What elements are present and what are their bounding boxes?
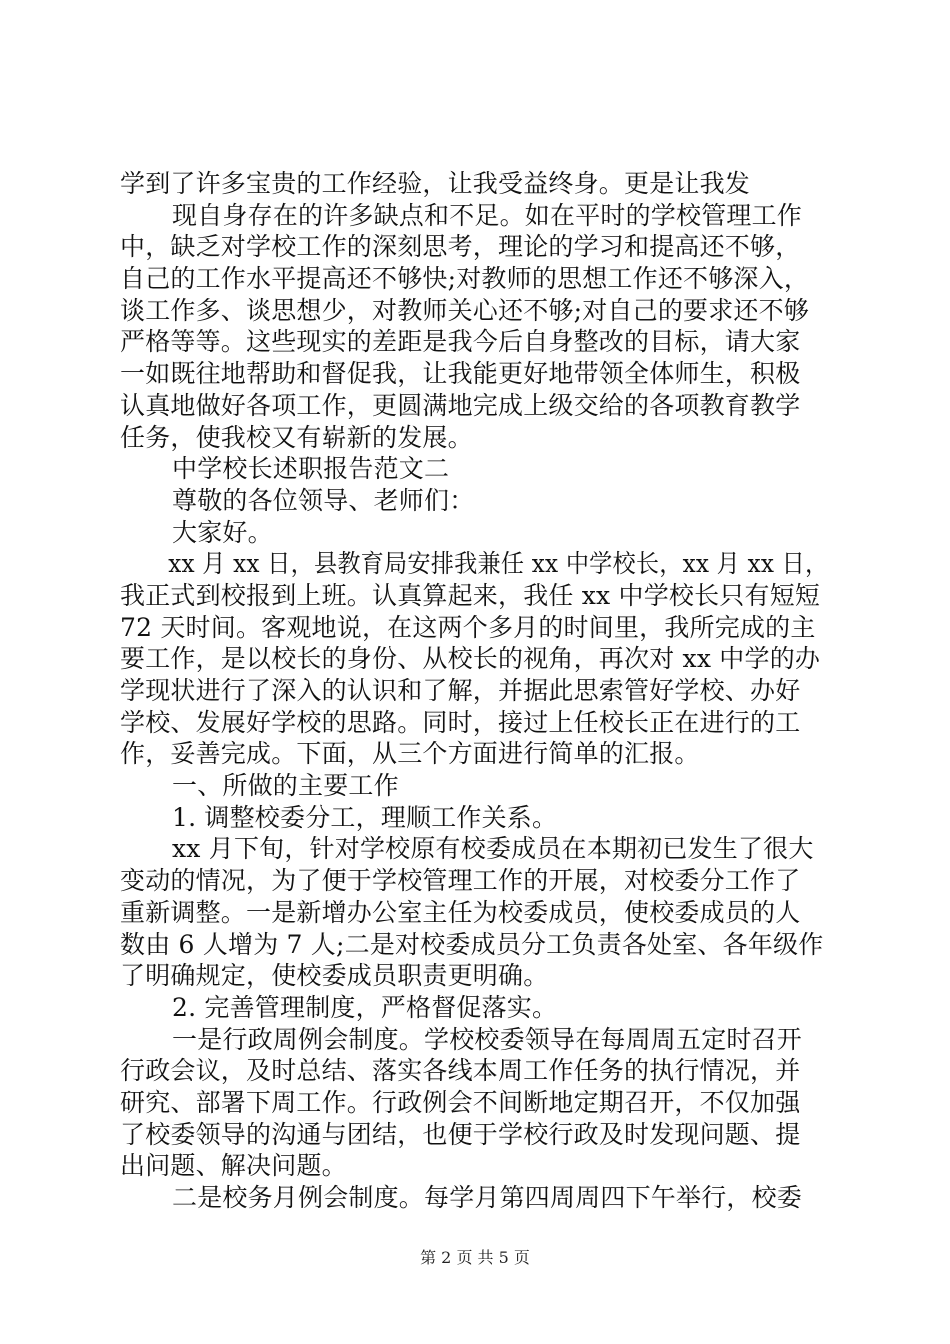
text-line: 一、所做的主要工作 (172, 771, 399, 801)
text-line: 尊敬的各位领导、老师们： (172, 485, 475, 515)
text-line: 中，缺乏对学校工作的深刻思考，理论的学习和提高还不够， (120, 232, 801, 262)
page-footer: 第 2 页 共 5 页 (420, 1248, 530, 1267)
text-line: 自己的工作水平提高还不够快;对教师的思想工作还不够深入， (120, 264, 810, 294)
text-line: 出问题、解决问题。 (120, 1151, 347, 1181)
text-line: 研究、部署下周工作。行政例会不间断地定期召开，不仅加强 (120, 1087, 801, 1117)
text-line: 72 天时间。客观地说，在这两个多月的时间里，我所完成的主 (120, 612, 816, 642)
text-line: xx 月 xx 日，县教育局安排我兼任 xx 中学校长，xx 月 xx 日， (168, 549, 829, 579)
text-line: 谈工作多、谈思想少，对教师关心还不够;对自己的要求还不够 (120, 295, 810, 325)
text-line: 重新调整。一是新增办公室主任为校委成员，使校委成员的人 (120, 897, 801, 927)
text-line: 任务，使我校又有崭新的发展。 (120, 422, 473, 452)
text-line: 中学校长述职报告范文二 (172, 454, 450, 484)
text-line: 二是校务月例会制度。每学月第四周周四下午举行，校委 (172, 1183, 803, 1212)
text-line: 行政会议，及时总结、落实各线本周工作任务的执行情况，并 (120, 1056, 801, 1086)
text-line: 一如既往地帮助和督促我，让我能更好地带领全体师生，积极 (120, 359, 801, 389)
text-line: 我正式到校报到上班。认真算起来，我任 xx 中学校长只有短短 (120, 580, 821, 610)
document-body (120, 168, 832, 1214)
text-line: 学校、发展好学校的思路。同时，接过上任校长正在进行的工 (120, 707, 801, 737)
text-line: 变动的情况，为了便于学校管理工作的开展，对校委分工作了 (120, 866, 801, 896)
text-line: 学到了许多宝贵的工作经验，让我受益终身。更是让我发 (120, 169, 751, 198)
text-line: 学现状进行了深入的认识和了解，并据此思索管好学校、办好 (120, 676, 801, 705)
text-line: 2. 完善管理制度，严格督促落实。 (172, 992, 558, 1022)
text-line: 一是行政周例会制度。学校校委领导在每周周五定时召开 (172, 1024, 803, 1054)
text-line: 现自身存在的许多缺点和不足。如在平时的学校管理工作 (172, 200, 803, 230)
text-line: 严格等等。这些现实的差距是我今后自身整改的目标，请大家 (120, 327, 801, 357)
text-line: 数由 6 人增为 7 人;二是对校委成员分工负责各处室、各年级作 (120, 929, 824, 959)
text-line: 1. 调整校委分工，理顺工作关系。 (172, 802, 558, 832)
text-line: 了校委领导的沟通与团结，也便于学校行政及时发现问题、提 (120, 1119, 801, 1149)
text-line: 要工作，是以校长的身份、从校长的视角，再次对 xx 中学的办 (120, 644, 821, 674)
text-line: 认真地做好各项工作，更圆满地完成上级交给的各项教育教学 (120, 390, 801, 420)
text-line: 了明确规定，使校委成员职责更明确。 (120, 961, 549, 991)
text-line: 作，妥善完成。下面，从三个方面进行简单的汇报。 (120, 739, 700, 769)
text-line: 大家好。 (172, 517, 273, 547)
text-line: xx 月下旬，针对学校原有校委成员在本期初已发生了很大 (172, 834, 814, 864)
